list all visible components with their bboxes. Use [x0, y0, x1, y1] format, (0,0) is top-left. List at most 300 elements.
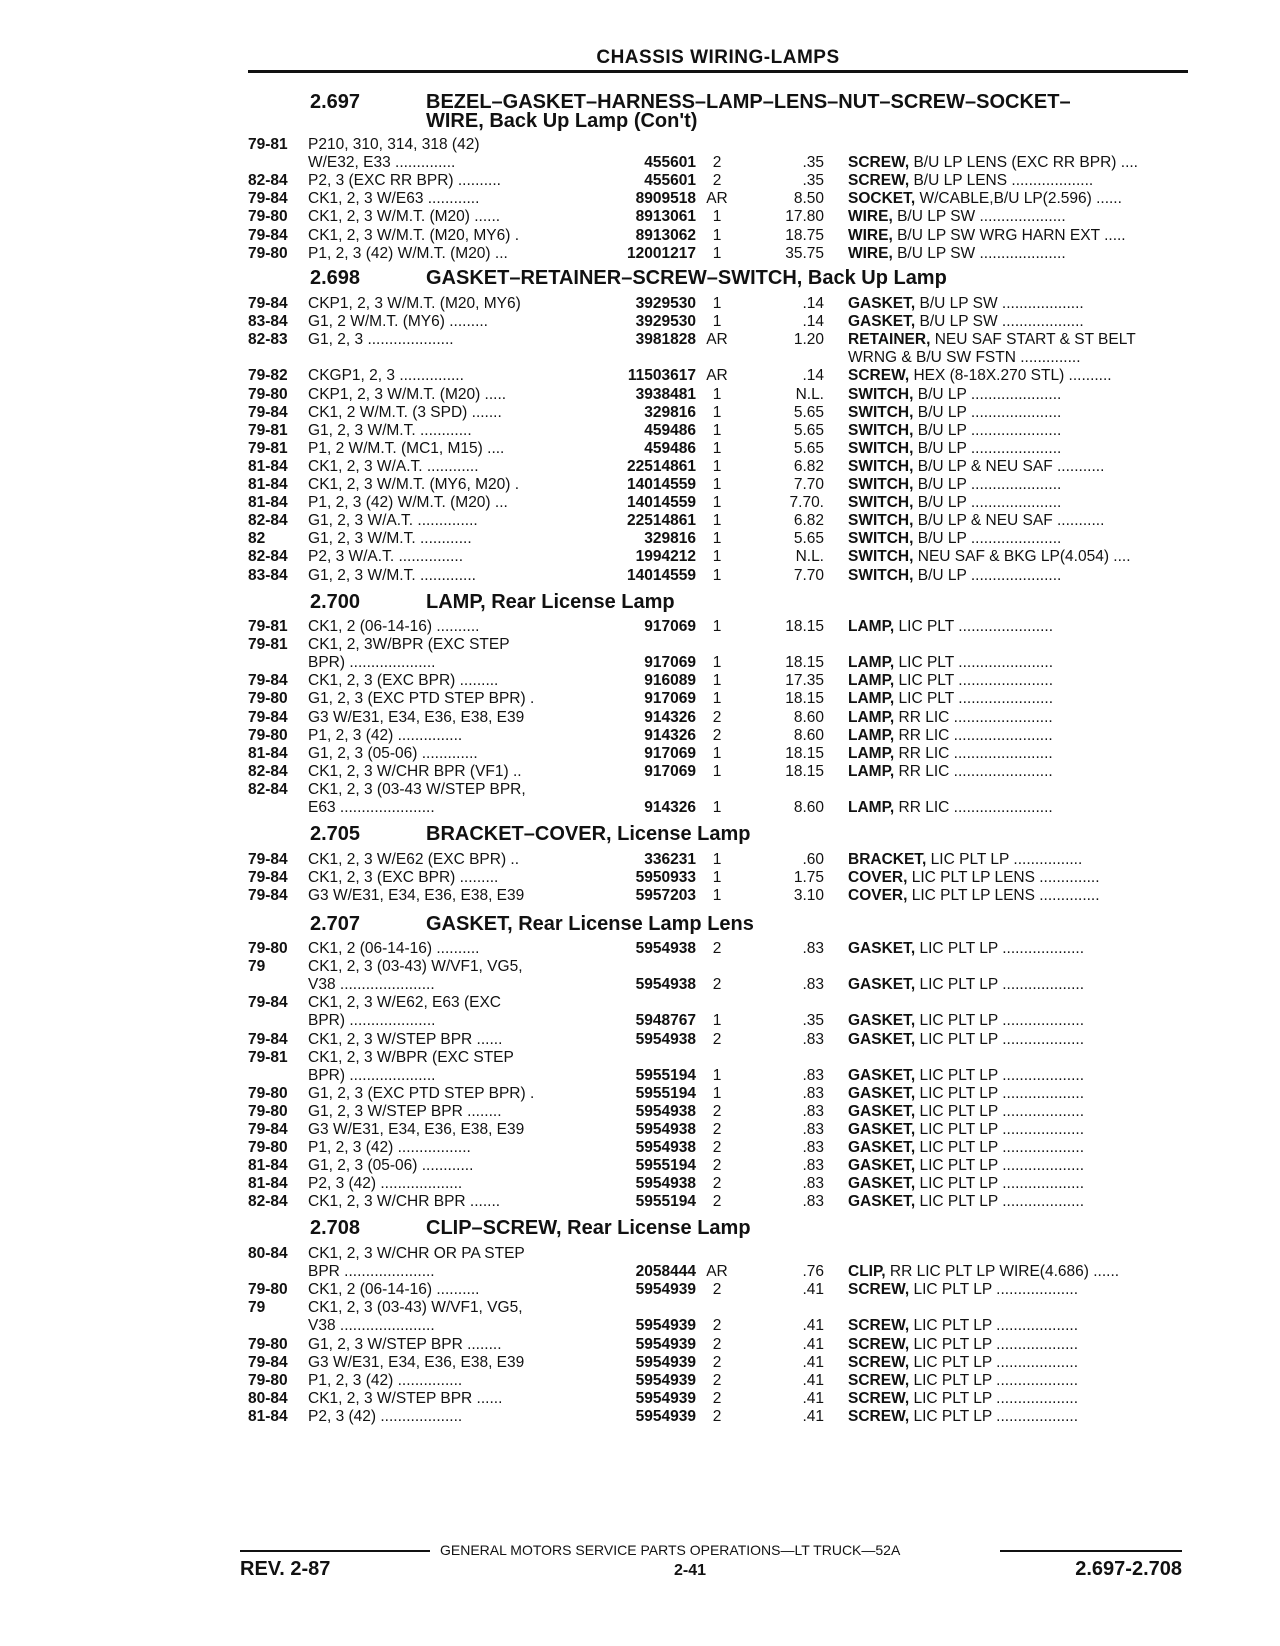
- part-row: [248, 690, 1188, 708]
- application: BPR) ....................: [308, 1067, 436, 1084]
- page-title: CHASSIS WIRING-LAMPS: [248, 48, 1188, 73]
- quantity: 1: [712, 567, 722, 584]
- quantity: 2: [712, 1157, 722, 1174]
- price: .83: [802, 1031, 824, 1048]
- part-row: [248, 227, 1188, 245]
- part-number: 5954938: [635, 1031, 696, 1048]
- part-detail: B/U LP .....................: [913, 494, 1062, 511]
- quantity: 1: [712, 386, 722, 403]
- price: .41: [802, 1317, 824, 1334]
- part-description: [848, 618, 1188, 636]
- application: G1, 2, 3 ....................: [308, 331, 454, 348]
- part-name: LAMP,: [848, 672, 895, 689]
- part-detail: LIC PLT LP ...................: [915, 1085, 1085, 1102]
- model-years: 81-84: [248, 494, 288, 511]
- application: CK1, 2, 3 W/STEP BPR ......: [308, 1031, 503, 1048]
- quantity: 2: [712, 709, 722, 726]
- price: .83: [802, 1157, 824, 1174]
- quantity: 1: [712, 227, 722, 244]
- part-description: [848, 190, 1188, 208]
- application: W/E32, E33 ..............: [308, 154, 456, 171]
- quantity: 1: [712, 869, 722, 886]
- part-name: SWITCH,: [848, 512, 914, 529]
- application: CK1, 2, 3 (03-43) W/VF1, VG5,: [308, 958, 523, 975]
- application: BPR) ....................: [308, 654, 436, 671]
- part-row: [248, 976, 1188, 994]
- part-number: 329816: [644, 530, 696, 547]
- part-description: [848, 1408, 1188, 1426]
- part-number: 2058444: [635, 1263, 696, 1280]
- price: .83: [802, 1139, 824, 1156]
- part-description: [848, 1067, 1188, 1085]
- quantity: 1: [712, 245, 722, 262]
- application: CK1, 2, 3 W/BPR (EXC STEP: [308, 1049, 514, 1066]
- part-row: [248, 1336, 1188, 1354]
- quantity: 2: [712, 1281, 722, 1298]
- price: 5.65: [793, 404, 824, 421]
- part-name: SCREW,: [848, 1390, 910, 1407]
- part-name: SWITCH,: [848, 386, 914, 403]
- quantity: 1: [712, 690, 722, 707]
- part-description: [848, 745, 1188, 763]
- part-description: [848, 1157, 1188, 1175]
- part-row: [248, 494, 1188, 512]
- model-years: 79-84: [248, 869, 288, 886]
- part-name: LAMP,: [848, 709, 895, 726]
- application: CK1, 2, 3 W/STEP BPR ......: [308, 1390, 503, 1407]
- application: G3 W/E31, E34, E36, E38, E39: [308, 1121, 525, 1138]
- model-years: 82-84: [248, 1193, 288, 1210]
- part-detail: B/U LP & NEU SAF ...........: [913, 512, 1105, 529]
- part-row: [248, 349, 1188, 367]
- part-row: [248, 548, 1188, 566]
- part-row: [248, 190, 1188, 208]
- part-name: GASKET,: [848, 1157, 916, 1174]
- quantity: 1: [712, 548, 722, 565]
- part-description: [848, 458, 1188, 476]
- application: P1, 2 W/M.T. (MC1, M15) ....: [308, 440, 505, 457]
- quantity: 1: [712, 851, 722, 868]
- part-name: SWITCH,: [848, 422, 914, 439]
- quantity: 2: [712, 1193, 722, 1210]
- application: G3 W/E31, E34, E36, E38, E39: [308, 887, 525, 904]
- model-years: 79-84: [248, 190, 288, 207]
- price: 18.15: [785, 690, 824, 707]
- quantity: 2: [712, 1408, 722, 1425]
- price: 6.82: [793, 458, 824, 475]
- price: 5.65: [793, 422, 824, 439]
- part-description: [848, 654, 1188, 672]
- part-row: [248, 618, 1188, 636]
- part-row: [248, 851, 1188, 869]
- application: CK1, 2 W/M.T. (3 SPD) .......: [308, 404, 502, 421]
- part-name: SWITCH,: [848, 530, 914, 547]
- part-number: 336231: [644, 851, 696, 868]
- part-name: SCREW,: [848, 1354, 910, 1371]
- application: P210, 310, 314, 318 (42): [308, 136, 480, 153]
- part-number: 14014559: [627, 494, 696, 511]
- price: 35.75: [785, 245, 824, 262]
- part-description: [848, 690, 1188, 708]
- application: V38 ......................: [308, 976, 435, 993]
- part-number: 5955194: [635, 1193, 696, 1210]
- application: CK1, 2, 3 W/CHR OR PA STEP: [308, 1245, 525, 1262]
- part-row: [248, 1390, 1188, 1408]
- part-number: 459486: [644, 440, 696, 457]
- footer-rule-right: [1000, 1550, 1182, 1552]
- part-row: [248, 1085, 1188, 1103]
- part-detail: LIC PLT LP ...................: [915, 1139, 1085, 1156]
- part-number: 5954938: [635, 940, 696, 957]
- part-detail: B/U LP .....................: [913, 440, 1062, 457]
- model-years: 79-80: [248, 1139, 288, 1156]
- model-years: 81-84: [248, 1408, 288, 1425]
- model-years: 79-84: [248, 1354, 288, 1371]
- part-description: [848, 1031, 1188, 1049]
- price: .83: [802, 1193, 824, 1210]
- part-number: 455601: [644, 154, 696, 171]
- application: CK1, 2, 3 W/CHR BPR (VF1) ..: [308, 763, 522, 780]
- part-detail: B/U LP LENS ...................: [909, 172, 1094, 189]
- application: G1, 2, 3 W/STEP BPR ........: [308, 1103, 502, 1120]
- price: .76: [802, 1263, 824, 1280]
- part-number: 5954939: [635, 1390, 696, 1407]
- part-row: [248, 654, 1188, 672]
- application: CK1, 2, 3W/BPR (EXC STEP: [308, 636, 510, 653]
- part-detail: LIC PLT LP ................: [926, 851, 1083, 868]
- part-description: [848, 512, 1188, 530]
- part-description: [848, 799, 1188, 817]
- part-row: [248, 709, 1188, 727]
- application: CKGP1, 2, 3 ...............: [308, 367, 464, 384]
- part-description: [848, 1354, 1188, 1372]
- part-number: 459486: [644, 422, 696, 439]
- section-title: LAMP, Rear License Lamp: [426, 591, 675, 613]
- part-row: [248, 172, 1188, 190]
- model-years: 82-84: [248, 512, 288, 529]
- quantity: 2: [712, 172, 722, 189]
- part-row: [248, 636, 1188, 654]
- part-name: SWITCH,: [848, 458, 914, 475]
- part-number: 5954939: [635, 1354, 696, 1371]
- application: CK1, 2, 3 (EXC BPR) .........: [308, 672, 499, 689]
- part-number: 5954939: [635, 1281, 696, 1298]
- part-number: 5955194: [635, 1085, 696, 1102]
- model-years: 81-84: [248, 476, 288, 493]
- part-name: GASKET,: [848, 1012, 916, 1029]
- part-number: 3981828: [635, 331, 696, 348]
- part-row: [248, 1103, 1188, 1121]
- part-description: [848, 940, 1188, 958]
- model-years: 79: [248, 1299, 266, 1316]
- part-detail: LIC PLT LP ...................: [909, 1390, 1078, 1407]
- quantity: 1: [712, 458, 722, 475]
- model-years: 79-84: [248, 227, 288, 244]
- footer-publisher: GENERAL MOTORS SERVICE PARTS OPERATIONS—LT TRUCK—52A: [440, 1542, 901, 1558]
- part-name: GASKET,: [848, 976, 916, 993]
- part-detail: LIC PLT LP ...................: [915, 1175, 1085, 1192]
- price: 18.75: [785, 227, 824, 244]
- part-detail: LIC PLT LP ...................: [915, 1067, 1085, 1084]
- application: CK1, 2, 3 W/E62 (EXC BPR) ..: [308, 851, 520, 868]
- part-name: SCREW,: [848, 1408, 910, 1425]
- model-years: 82-83: [248, 331, 288, 348]
- part-name: GASKET,: [848, 313, 916, 330]
- part-description: [848, 763, 1188, 781]
- part-description: [848, 1103, 1188, 1121]
- part-description: [848, 295, 1188, 313]
- model-years: 79-80: [248, 1372, 288, 1389]
- part-row: [248, 331, 1188, 349]
- price: .35: [802, 154, 824, 171]
- part-detail: LIC PLT LP ...................: [909, 1372, 1078, 1389]
- application: BPR) ....................: [308, 1012, 436, 1029]
- price: 7.70.: [789, 494, 824, 511]
- application: CK1, 2, 3 W/M.T. (M20) ......: [308, 208, 501, 225]
- part-description: [848, 887, 1188, 905]
- quantity: 2: [712, 1031, 722, 1048]
- application: G1, 2 W/M.T. (MY6) .........: [308, 313, 488, 330]
- quantity: 1: [712, 745, 722, 762]
- price: .41: [802, 1281, 824, 1298]
- section-title: BRACKET–COVER, License Lamp: [426, 823, 751, 845]
- part-detail: LIC PLT LP ...................: [915, 940, 1085, 957]
- part-description: [848, 1121, 1188, 1139]
- quantity: AR: [706, 190, 728, 207]
- model-years: 79-84: [248, 295, 288, 312]
- application: G1, 2, 3 W/M.T. ............: [308, 530, 472, 547]
- price: .83: [802, 940, 824, 957]
- part-description: [848, 208, 1188, 226]
- price: 17.35: [785, 672, 824, 689]
- part-name: BRACKET,: [848, 851, 927, 868]
- part-number: 5954938: [635, 976, 696, 993]
- part-row: [248, 440, 1188, 458]
- part-name: SCREW,: [848, 172, 910, 189]
- application: CK1, 2, 3 (03-43) W/VF1, VG5,: [308, 1299, 523, 1316]
- price: .14: [802, 313, 824, 330]
- quantity: 2: [712, 1336, 722, 1353]
- part-description: [848, 1085, 1188, 1103]
- part-name: SCREW,: [848, 367, 910, 384]
- model-years: 79-81: [248, 422, 288, 439]
- part-row: [248, 1317, 1188, 1335]
- part-detail: LIC PLT ......................: [894, 654, 1054, 671]
- part-name: GASKET,: [848, 295, 916, 312]
- part-number: 5954938: [635, 1103, 696, 1120]
- price: 18.15: [785, 654, 824, 671]
- price: N.L.: [795, 386, 824, 403]
- quantity: 2: [712, 940, 722, 957]
- part-detail: B/U LP LENS (EXC RR BPR) ....: [909, 154, 1138, 171]
- part-description: [848, 548, 1188, 566]
- part-row: [248, 799, 1188, 817]
- part-name: LAMP,: [848, 727, 895, 744]
- price: 8.60: [793, 709, 824, 726]
- part-row: [248, 869, 1188, 887]
- part-description: [848, 245, 1188, 263]
- quantity: 2: [712, 727, 722, 744]
- part-number: 22514861: [627, 458, 696, 475]
- part-detail: LIC PLT ......................: [894, 672, 1054, 689]
- model-years: 79-81: [248, 636, 288, 653]
- part-name: GASKET,: [848, 1121, 916, 1138]
- model-years: 79-84: [248, 1121, 288, 1138]
- quantity: 1: [712, 208, 722, 225]
- price: N.L.: [795, 548, 824, 565]
- part-description: [848, 1317, 1188, 1335]
- part-number: 5954939: [635, 1408, 696, 1425]
- part-detail: B/U LP .....................: [913, 530, 1062, 547]
- part-description: [848, 727, 1188, 745]
- part-detail: B/U LP SW ....................: [892, 208, 1066, 225]
- quantity: 2: [712, 1317, 722, 1334]
- model-years: 79-81: [248, 136, 288, 153]
- part-description: [848, 313, 1188, 331]
- part-row: [248, 1012, 1188, 1030]
- model-years: 79-80: [248, 1085, 288, 1102]
- part-description: [848, 709, 1188, 727]
- part-description: [848, 440, 1188, 458]
- price: 18.15: [785, 763, 824, 780]
- part-row: [248, 1139, 1188, 1157]
- part-description: [848, 476, 1188, 494]
- quantity: 1: [712, 404, 722, 421]
- application: CK1, 2, 3 W/CHR BPR .......: [308, 1193, 501, 1210]
- part-number: 5955194: [635, 1157, 696, 1174]
- price: .83: [802, 1121, 824, 1138]
- part-detail: B/U LP SW ...................: [915, 295, 1084, 312]
- part-detail: RR LIC .......................: [894, 727, 1053, 744]
- model-years: 79-81: [248, 1049, 288, 1066]
- part-number: 917069: [644, 690, 696, 707]
- model-years: 79-84: [248, 1031, 288, 1048]
- part-description: [848, 567, 1188, 585]
- part-number: 14014559: [627, 567, 696, 584]
- price: .60: [802, 851, 824, 868]
- part-name: COVER,: [848, 869, 908, 886]
- part-row: [248, 386, 1188, 404]
- application: P2, 3 W/A.T. ...............: [308, 548, 464, 565]
- part-detail: LIC PLT LP ...................: [909, 1336, 1078, 1353]
- model-years: 79-81: [248, 618, 288, 635]
- model-years: 79-84: [248, 404, 288, 421]
- part-row: [248, 994, 1188, 1012]
- part-row: [248, 745, 1188, 763]
- model-years: 81-84: [248, 458, 288, 475]
- part-detail: LIC PLT LP ...................: [909, 1317, 1078, 1334]
- price: .41: [802, 1336, 824, 1353]
- application: CK1, 2, 3 (EXC BPR) .........: [308, 869, 499, 886]
- model-years: 79: [248, 958, 266, 975]
- price: .41: [802, 1354, 824, 1371]
- section-number: 2.707: [310, 913, 361, 935]
- quantity: 1: [712, 1012, 722, 1029]
- part-number: 8913062: [635, 227, 696, 244]
- part-detail: B/U LP .....................: [913, 567, 1062, 584]
- part-detail: LIC PLT LP LENS ..............: [907, 887, 1100, 904]
- part-description: [848, 1372, 1188, 1390]
- part-row: [248, 781, 1188, 799]
- part-name: SCREW,: [848, 1317, 910, 1334]
- part-name: SWITCH,: [848, 494, 914, 511]
- part-description: [848, 349, 1188, 367]
- quantity: 1: [712, 618, 722, 635]
- part-row: [248, 763, 1188, 781]
- application: P2, 3 (42) ...................: [308, 1408, 463, 1425]
- part-number: 5955194: [635, 1067, 696, 1084]
- part-row: [248, 313, 1188, 331]
- part-detail: RR LIC .......................: [894, 763, 1053, 780]
- quantity: 2: [712, 976, 722, 993]
- part-detail: LIC PLT LP ...................: [909, 1408, 1078, 1425]
- part-name: GASKET,: [848, 1085, 916, 1102]
- part-row: [248, 1372, 1188, 1390]
- part-row: [248, 1245, 1188, 1263]
- quantity: 2: [712, 154, 722, 171]
- part-detail: RR LIC .......................: [894, 709, 1053, 726]
- part-name: RETAINER,: [848, 331, 931, 348]
- part-row: [248, 367, 1188, 385]
- part-detail: LIC PLT ......................: [894, 618, 1054, 635]
- part-number: 917069: [644, 618, 696, 635]
- part-detail: WRNG & B/U SW FSTN ..............: [848, 349, 1081, 366]
- part-description: [848, 227, 1188, 245]
- application: CK1, 2 (06-14-16) ..........: [308, 618, 480, 635]
- part-description: [848, 1281, 1188, 1299]
- part-description: [848, 172, 1188, 190]
- part-detail: B/U LP SW ...................: [915, 313, 1084, 330]
- part-description: [848, 1139, 1188, 1157]
- application: G1, 2, 3 W/M.T. .............: [308, 567, 476, 584]
- part-number: 1994212: [635, 548, 696, 565]
- part-description: [848, 422, 1188, 440]
- price: 18.15: [785, 745, 824, 762]
- part-detail: LIC PLT LP ...................: [915, 1012, 1085, 1029]
- price: 8.50: [793, 190, 824, 207]
- part-number: 5948767: [635, 1012, 696, 1029]
- section-title: GASKET, Rear License Lamp Lens: [426, 913, 754, 935]
- application: P1, 2, 3 (42) W/M.T. (M20) ...: [308, 245, 508, 262]
- price: 17.80: [785, 208, 824, 225]
- model-years: 79-84: [248, 672, 288, 689]
- part-name: SWITCH,: [848, 567, 914, 584]
- footer-section-range: 2.697-2.708: [1075, 1558, 1182, 1580]
- application: CK1, 2, 3 (03-43 W/STEP BPR,: [308, 781, 526, 798]
- section-number: 2.700: [310, 591, 361, 613]
- part-name: WIRE,: [848, 208, 893, 225]
- part-detail: LIC PLT LP ...................: [909, 1354, 1078, 1371]
- application: P2, 3 (42) ...................: [308, 1175, 463, 1192]
- section-title-continued: WIRE, Back Up Lamp (Con't): [426, 110, 698, 132]
- part-number: 5954938: [635, 1175, 696, 1192]
- application: CK1, 2, 3 W/M.T. (M20, MY6) .: [308, 227, 520, 244]
- price: .83: [802, 1103, 824, 1120]
- part-detail: B/U LP SW WRG HARN EXT .....: [892, 227, 1126, 244]
- model-years: 83-84: [248, 567, 288, 584]
- model-years: 82-84: [248, 172, 288, 189]
- quantity: 1: [712, 476, 722, 493]
- quantity: 1: [712, 672, 722, 689]
- part-description: [848, 851, 1188, 869]
- part-detail: B/U LP SW ....................: [892, 245, 1066, 262]
- part-name: LAMP,: [848, 799, 895, 816]
- part-detail: LIC PLT LP ...................: [915, 1103, 1085, 1120]
- part-row: [248, 1193, 1188, 1211]
- application: P2, 3 (EXC RR BPR) ..........: [308, 172, 501, 189]
- part-detail: LIC PLT LP ...................: [915, 976, 1085, 993]
- application: CK1, 2, 3 W/A.T. ............: [308, 458, 479, 475]
